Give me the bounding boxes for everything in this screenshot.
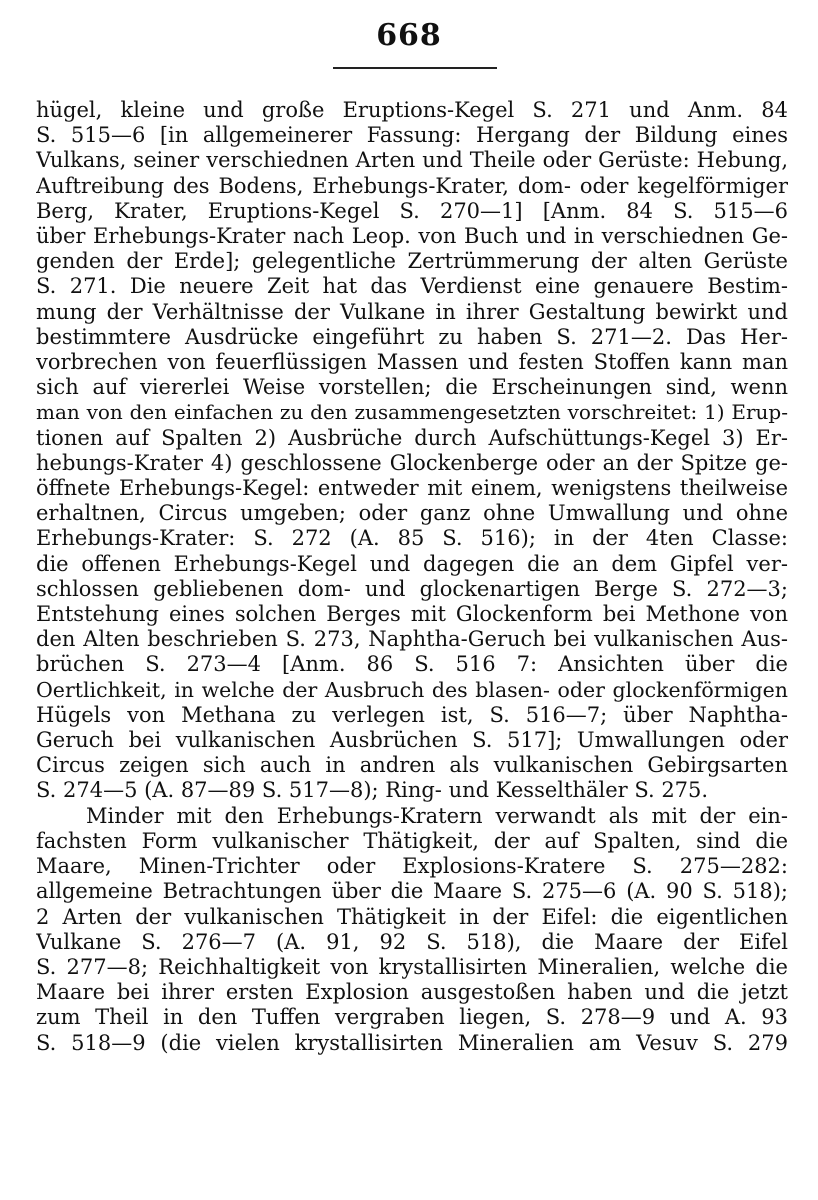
text-line: schlossen gebliebenen dom- und glockenartigen Berge S. 272—3; <box>36 576 788 601</box>
text-line: S. 518—9 (die vielen krystallisirten Mineralien am Vesuv S. 279 <box>36 1030 788 1055</box>
text-line: hebungs-Krater 4) geschlossene Glockenberge oder an der Spitze ge- <box>36 450 788 475</box>
text-line: Auftreibung des Bodens, Erhebungs-Krater, dom- oder kegelförmiger <box>36 173 788 198</box>
text-line: S. 271. Die neuere Zeit hat das Verdienst eine genauere Bestim- <box>36 274 788 299</box>
text-line: Vulkans, seiner verschiednen Arten und Theile oder Gerüste: Hebung, <box>36 148 788 173</box>
text-line: Maare bei ihrer ersten Explosion ausgestoßen haben und die jetzt <box>36 980 788 1005</box>
text-line: allgemeine Betrachtungen über die Maare S. 275—6 (A. 90 S. 518); <box>36 879 788 904</box>
text-line: zum Theil in den Tuffen vergraben liegen, S. 278—9 und A. 93 <box>36 1005 788 1030</box>
text-line: S. 515—6 [in allgemeinerer Fassung: Hergang der Bildung eines <box>36 123 788 148</box>
text-line: erhaltnen, Circus umgeben; oder ganz ohne Umwallung und ohne <box>36 501 788 526</box>
text-line: den Alten beschrieben S. 273, Naphtha-Geruch bei vulkanischen Aus- <box>36 627 788 652</box>
text-line: S. 277—8; Reichhaltigkeit von krystallisirten Mineralien, welche die <box>36 954 788 979</box>
text-line: öffnete Erhebungs-Kegel: entweder mit einem, wenigstens theilweise <box>36 476 788 501</box>
text-line: Geruch bei vulkanischen Ausbrüchen S. 517]; Umwallungen oder <box>36 728 788 753</box>
text-line: hügel, kleine und große Eruptions-Kegel S. 271 und Anm. 84 <box>36 98 788 122</box>
text-line: S. 274—5 (A. 87—89 S. 517—8); Ring- und Kesselthäler S. 275. <box>36 778 709 803</box>
text-line: über Erhebungs-Krater nach Leop. von Buch und in verschiednen Ge- <box>36 224 788 249</box>
text-line: brüchen S. 273—4 [Anm. 86 S. 516 7: Ansichten über die <box>36 652 788 677</box>
text-line: tionen auf Spalten 2) Ausbrüche durch Aufschüttungs-Kegel 3) Er- <box>36 425 788 450</box>
text-line: Vulkane S. 276—7 (A. 91, 92 S. 518), die Maare der Eifel <box>36 929 788 954</box>
body-text <box>36 98 788 1056</box>
text-line: vorbrechen von feuerflüssigen Massen und festen Stoffen kann man <box>36 350 788 375</box>
text-line: Hügels von Methana zu verlegen ist, S. 516—7; über Naphtha- <box>36 702 788 727</box>
text-line: Minder mit den Erhebungs-Kratern verwandt als mit der ein- <box>86 803 788 828</box>
page-number: 668 <box>376 18 442 53</box>
text-line: Erhebungs-Krater: S. 272 (A. 85 S. 516); in der 4ten Classe: <box>36 526 788 551</box>
text-line: 2 Arten der vulkanischen Thätigkeit in der Eifel: die eigentlichen <box>36 904 788 929</box>
text-line: bestimmtere Ausdrücke eingeführt zu haben S. 271—2. Das Her- <box>36 324 788 349</box>
text-line: Oertlichkeit, in welche der Ausbruch des blasen- oder glockenförmigen <box>36 677 788 702</box>
text-line: genden der Erde]; gelegentliche Zertrümmerung der alten Gerüste <box>36 249 788 274</box>
text-line: mung der Verhältnisse der Vulkane in ihrer Gestaltung bewirkt und <box>36 299 788 324</box>
header-rule <box>333 67 497 69</box>
text-line: Maare, Minen-Trichter oder Explosions-Kratere S. 275—282: <box>36 854 788 879</box>
text-line: die offenen Erhebungs-Kegel und dagegen die an dem Gipfel ver- <box>36 551 788 576</box>
text-line: Entstehung eines solchen Berges mit Glockenform bei Methone von <box>36 602 788 627</box>
text-line: sich auf viererlei Weise vorstellen; die Erscheinungen sind, wenn <box>36 375 788 400</box>
text-line: Circus zeigen sich auch in andren als vulkanischen Gebirgsarten <box>36 753 788 778</box>
text-line: Berg, Krater, Eruptions-Kegel S. 270—1] [Anm. 84 S. 515—6 <box>36 198 788 223</box>
text-line: fachsten Form vulkanischer Thätigkeit, der auf Spalten, sind die <box>36 828 788 853</box>
text-line: man von den einfachen zu den zusammengesetzten vorschreitet: 1) Erup- <box>36 400 788 425</box>
